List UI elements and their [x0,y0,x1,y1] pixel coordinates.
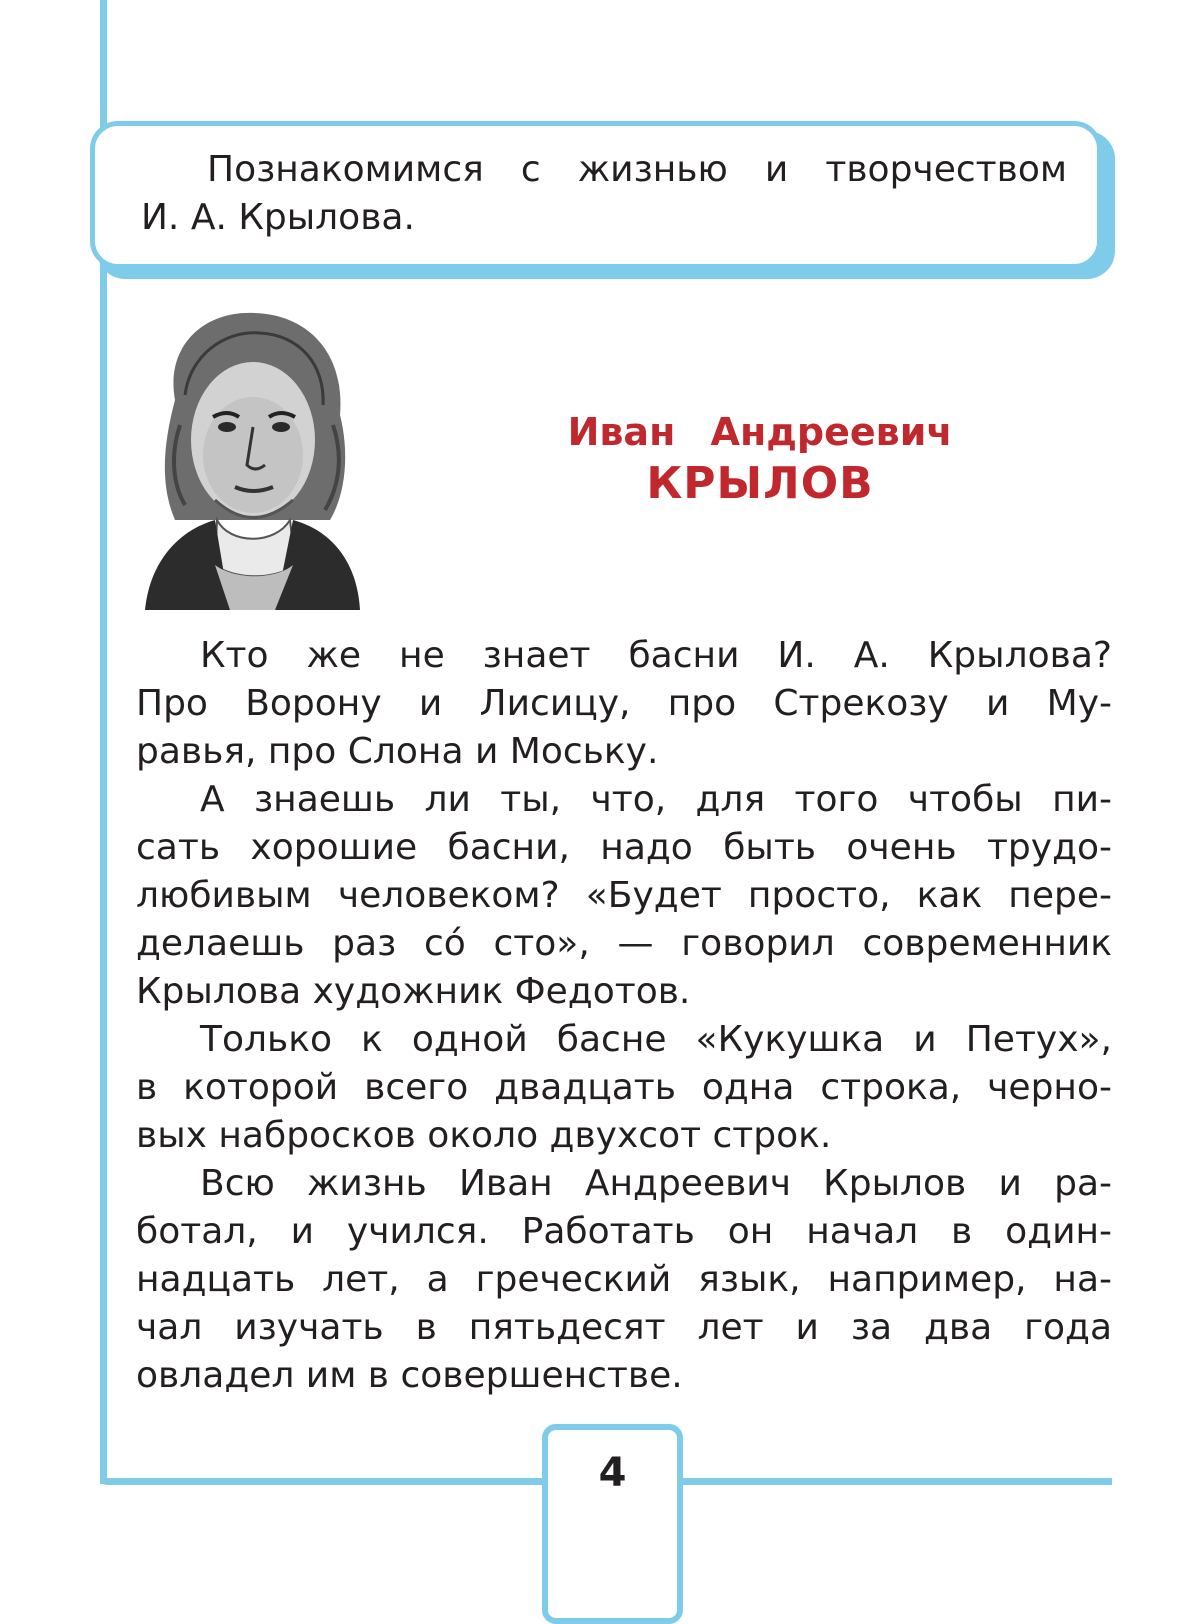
text-line: сать хорошие басни, надо быть очень трудо- [136,827,1112,868]
intro-text [141,146,1067,242]
intro-box [90,121,1102,269]
krylov-portrait [135,305,365,610]
text-line: овладел им в совершенстве. [136,1355,683,1396]
intro-line-1: Познакомимся с жизнью и творчеством [207,149,1067,190]
text-line: А знаешь ли ты, что, для того чтобы пи- [200,779,1112,820]
main-text [136,632,1112,1400]
author-surname: КРЫЛОВ [646,458,874,509]
text-line: вых набросков около двухсот строк. [136,1115,832,1156]
page-number: 4 [598,1450,627,1496]
text-line: Всю жизнь Иван Андреевич Крылов и ра- [200,1163,1112,1204]
text-line: Кто же не знает басни И. А. Крылова? [200,635,1112,676]
text-line: ботал, и учился. Работать он начал в один- [136,1211,1112,1252]
author-title [520,408,1000,512]
text-line: делаешь раз сó сто», — говорил современник [136,923,1112,964]
text-line: Только к одной басне «Кукушка и Петух», [200,1019,1112,1060]
paragraph-1 [136,632,1112,776]
text-line: равья, про Слона и Моську. [136,731,659,772]
paragraph-4 [136,1160,1112,1400]
text-line: надцать лет, а греческий язык, например, на- [136,1259,1112,1300]
text-line: Крылова художник Федотов. [136,971,691,1012]
author-name: Иван Андреевич [567,410,953,454]
paragraph-3 [136,1016,1112,1160]
text-line: любивым человеком? «Будет просто, как пере- [136,875,1112,916]
text-line: в которой всего двадцать одна строка, черно- [136,1067,1112,1108]
paragraph-2 [136,776,1112,1016]
text-line: Про Ворону и Лисицу, про Стрекозу и Му- [136,683,1112,724]
page-number-box [542,1424,683,1624]
text-line: чал изучать в пятьдесят лет и за два года [136,1307,1112,1348]
intro-line-2: И. А. Крылова. [141,197,415,238]
